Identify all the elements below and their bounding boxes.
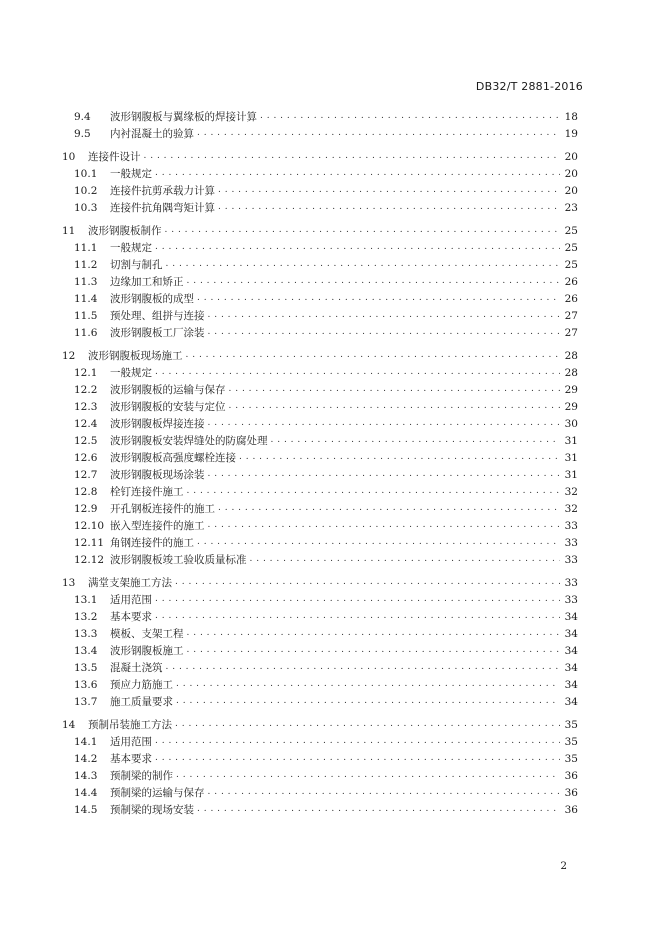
toc-entry-number: 13.5 [74, 662, 98, 674]
toc-entry-number: 11.1 [74, 242, 98, 254]
toc-section-entry[interactable] [62, 414, 578, 431]
toc-entry-page: 31 [564, 469, 578, 481]
toc-dot-leader [155, 753, 560, 764]
toc-entry-page: 33 [564, 537, 578, 549]
toc-dot-leader [175, 577, 560, 588]
toc-dot-leader [229, 401, 561, 412]
toc-entry-page: 35 [564, 719, 578, 731]
toc-section-entry[interactable] [62, 238, 578, 255]
toc-dot-leader [208, 469, 561, 480]
toc-dot-leader [175, 719, 560, 730]
toc-dot-leader [155, 611, 560, 622]
toc-section-entry[interactable] [62, 397, 578, 414]
toc-dot-leader [176, 770, 560, 781]
toc-entry-number: 10.1 [74, 168, 98, 180]
toc-section-entry[interactable] [62, 431, 578, 448]
toc-entry-title: 波形钢腹板工厂涂装 [110, 327, 205, 339]
toc-entry-number: 12.7 [74, 469, 98, 481]
toc-entry-title: 波形钢腹板与翼缘板的焊接计算 [110, 111, 257, 123]
toc-entry-number: 12.4 [74, 418, 98, 430]
toc-entry-number: 12.8 [74, 486, 98, 498]
toc-entry-number: 11.6 [74, 327, 98, 339]
toc-entry-number: 14.5 [74, 804, 98, 816]
standard-id: DB32/T 2881-2016 [475, 80, 583, 93]
toc-entry-title: 模板、支架工程 [110, 628, 184, 640]
toc-entry-title: 角钢连接件的施工 [110, 537, 194, 549]
toc-entry-page: 36 [564, 787, 578, 799]
toc-entry-title: 波形钢腹板高强度螺栓连接 [110, 452, 236, 464]
toc-entry-title: 满堂支架施工方法 [88, 577, 172, 589]
toc-entry-title: 边缘加工和矫正 [110, 276, 184, 288]
toc-entry-number: 12.2 [74, 384, 98, 396]
toc-entry-title: 波形钢腹板的成型 [110, 293, 194, 305]
toc-entry-page: 33 [564, 594, 578, 606]
toc-dot-leader [186, 350, 561, 361]
toc-entry-page: 20 [564, 185, 578, 197]
toc-section-entry[interactable] [62, 124, 578, 141]
toc-section-entry[interactable] [62, 550, 578, 567]
toc-section-entry[interactable] [62, 749, 578, 766]
toc-entry-title: 波形钢腹板施工 [110, 645, 184, 657]
toc-dot-leader [187, 276, 561, 287]
toc-section-entry[interactable] [62, 448, 578, 465]
toc-entry-page: 20 [564, 168, 578, 180]
toc-entry-title: 一般规定 [110, 242, 152, 254]
toc-entry-title: 基本要求 [110, 753, 152, 765]
toc-section-entry[interactable] [62, 289, 578, 306]
toc-dot-leader [176, 679, 560, 690]
toc-entry-number: 12.1 [74, 367, 98, 379]
toc-entry-title: 一般规定 [110, 168, 152, 180]
toc-dot-leader [271, 435, 561, 446]
toc-dot-leader [208, 787, 561, 798]
toc-dot-leader [144, 151, 561, 162]
toc-entry-title: 预制吊装施工方法 [88, 719, 172, 731]
toc-section-entry[interactable] [62, 533, 578, 550]
toc-section-entry[interactable] [62, 323, 578, 340]
toc-section-entry[interactable] [62, 198, 578, 215]
table-of-contents [62, 107, 578, 817]
toc-entry-page: 27 [564, 310, 578, 322]
toc-entry-title: 连接件抗剪承载力计算 [110, 185, 215, 197]
toc-dot-leader [208, 310, 561, 321]
toc-entry-number: 12.12 [74, 554, 105, 566]
toc-entry-number: 13.7 [74, 696, 98, 708]
toc-chapter-entry[interactable] [62, 221, 578, 238]
toc-entry-number: 11.5 [74, 310, 98, 322]
toc-entry-number: 11.4 [74, 293, 98, 305]
toc-dot-leader [187, 645, 561, 656]
toc-entry-page: 25 [564, 225, 578, 237]
toc-entry-number: 10.3 [74, 202, 98, 214]
toc-entry-title: 基本要求 [110, 611, 152, 623]
toc-entry-title: 连接件设计 [88, 151, 141, 163]
toc-entry-number: 13.4 [74, 645, 98, 657]
toc-section-entry[interactable] [62, 482, 578, 499]
toc-entry-number: 14.1 [74, 736, 98, 748]
toc-entry-page: 33 [564, 577, 578, 589]
toc-entry-number: 11.2 [74, 259, 98, 271]
toc-entry-page: 31 [564, 452, 578, 464]
toc-entry-page: 34 [564, 662, 578, 674]
toc-entry-title: 波形钢腹板现场涂装 [110, 469, 205, 481]
toc-entry-number: 13 [62, 577, 76, 589]
toc-dot-leader [187, 628, 561, 639]
toc-entry-number: 14.4 [74, 787, 98, 799]
toc-entry-number: 9.5 [74, 128, 91, 140]
toc-entry-page: 18 [564, 111, 578, 123]
toc-section-entry[interactable] [62, 363, 578, 380]
toc-section-entry[interactable] [62, 607, 578, 624]
toc-entry-number: 14 [62, 719, 76, 731]
toc-entry-page: 34 [564, 645, 578, 657]
toc-dot-leader [155, 242, 560, 253]
toc-section-entry[interactable] [62, 675, 578, 692]
toc-entry-title: 适用范围 [110, 594, 152, 606]
toc-entry-title: 混凝土浇筑 [110, 662, 163, 674]
toc-entry-title: 预制梁的制作 [110, 770, 173, 782]
toc-section-entry[interactable] [62, 465, 578, 482]
toc-section-entry[interactable] [62, 800, 578, 817]
toc-entry-page: 26 [564, 276, 578, 288]
toc-entry-number: 12 [62, 350, 76, 362]
toc-dot-leader [250, 554, 561, 565]
toc-dot-leader [229, 384, 561, 395]
toc-entry-number: 13.1 [74, 594, 98, 606]
toc-entry-page: 29 [564, 401, 578, 413]
toc-section-entry[interactable] [62, 658, 578, 675]
toc-dot-leader [187, 486, 561, 497]
toc-dot-leader [166, 259, 561, 270]
toc-entry-page: 31 [564, 435, 578, 447]
toc-entry-title: 波形钢腹板安装焊缝处的防腐处理 [110, 435, 268, 447]
toc-section-entry[interactable] [62, 272, 578, 289]
toc-section-entry[interactable] [62, 624, 578, 641]
toc-entry-title: 内衬混凝土的验算 [110, 128, 194, 140]
toc-entry-page: 33 [564, 554, 578, 566]
toc-entry-page: 26 [564, 293, 578, 305]
toc-section-entry[interactable] [62, 516, 578, 533]
toc-section-entry[interactable] [62, 499, 578, 516]
toc-entry-page: 35 [564, 753, 578, 765]
toc-entry-page: 28 [564, 350, 578, 362]
toc-entry-number: 12.10 [74, 520, 105, 532]
toc-dot-leader [208, 520, 561, 531]
toc-entry-number: 13.6 [74, 679, 98, 691]
toc-entry-title: 预制梁的现场安装 [110, 804, 194, 816]
toc-entry-number: 13.2 [74, 611, 98, 623]
toc-entry-title: 施工质量要求 [110, 696, 173, 708]
toc-section-entry[interactable] [62, 783, 578, 800]
toc-entry-page: 36 [564, 770, 578, 782]
toc-entry-number: 14.3 [74, 770, 98, 782]
toc-dot-leader [218, 185, 560, 196]
toc-entry-title: 适用范围 [110, 736, 152, 748]
toc-section-entry[interactable] [62, 590, 578, 607]
toc-entry-number: 10.2 [74, 185, 98, 197]
toc-entry-number: 12.3 [74, 401, 98, 413]
toc-dot-leader [208, 418, 561, 429]
toc-entry-title: 嵌入型连接件的施工 [110, 520, 205, 532]
toc-dot-leader [197, 804, 560, 815]
toc-entry-number: 13.3 [74, 628, 98, 640]
toc-section-entry[interactable] [62, 732, 578, 749]
toc-entry-title: 开孔钢板连接件的施工 [110, 503, 215, 515]
toc-entry-number: 11 [62, 225, 76, 237]
toc-dot-leader [260, 111, 560, 122]
toc-entry-title: 切割与制孔 [110, 259, 163, 271]
toc-section-entry[interactable] [62, 181, 578, 198]
toc-entry-page: 20 [564, 151, 578, 163]
toc-entry-title: 波形钢腹板的安装与定位 [110, 401, 226, 413]
toc-entry-page: 32 [564, 486, 578, 498]
toc-entry-page: 28 [564, 367, 578, 379]
toc-entry-title: 连接件抗角隅弯矩计算 [110, 202, 215, 214]
toc-dot-leader [208, 327, 561, 338]
toc-entry-page: 25 [564, 259, 578, 271]
toc-dot-leader [218, 503, 560, 514]
toc-entry-page: 34 [564, 628, 578, 640]
toc-section-entry[interactable] [62, 255, 578, 272]
toc-entry-title: 波形钢腹板竣工验收质量标准 [110, 554, 247, 566]
toc-entry-title: 预处理、组拼与连接 [110, 310, 205, 322]
toc-chapter-entry[interactable] [62, 573, 578, 590]
toc-section-entry[interactable] [62, 641, 578, 658]
toc-entry-page: 34 [564, 696, 578, 708]
toc-dot-leader [197, 537, 560, 548]
toc-entry-title: 波形钢腹板现场施工 [88, 350, 183, 362]
toc-entry-page: 25 [564, 242, 578, 254]
toc-chapter-entry[interactable] [62, 715, 578, 732]
toc-entry-page: 34 [564, 611, 578, 623]
toc-entry-number: 12.6 [74, 452, 98, 464]
toc-entry-title: 预应力筋施工 [110, 679, 173, 691]
toc-dot-leader [218, 202, 560, 213]
toc-entry-number: 14.2 [74, 753, 98, 765]
toc-chapter-entry[interactable] [62, 147, 578, 164]
toc-entry-title: 波形钢腹板焊接连接 [110, 418, 205, 430]
toc-entry-page: 33 [564, 520, 578, 532]
toc-dot-leader [197, 293, 560, 304]
toc-entry-title: 波形钢腹板的运输与保存 [110, 384, 226, 396]
toc-entry-number: 11.3 [74, 276, 98, 288]
toc-dot-leader [166, 662, 561, 673]
toc-entry-page: 35 [564, 736, 578, 748]
toc-section-entry[interactable] [62, 306, 578, 323]
toc-dot-leader [197, 128, 560, 139]
toc-entry-number: 9.4 [74, 111, 91, 123]
toc-dot-leader [155, 168, 560, 179]
toc-entry-number: 12.11 [74, 537, 105, 549]
toc-dot-leader [176, 696, 560, 707]
toc-entry-number: 10 [62, 151, 76, 163]
toc-dot-leader [155, 594, 560, 605]
toc-entry-number: 12.5 [74, 435, 98, 447]
toc-dot-leader [155, 367, 560, 378]
toc-entry-title: 波形钢腹板制作 [88, 225, 162, 237]
toc-entry-page: 30 [564, 418, 578, 430]
toc-dot-leader [165, 225, 561, 236]
toc-dot-leader [155, 736, 560, 747]
toc-entry-number: 12.9 [74, 503, 98, 515]
toc-section-entry[interactable] [62, 380, 578, 397]
toc-dot-leader [239, 452, 560, 463]
toc-entry-page: 27 [564, 327, 578, 339]
toc-entry-page: 23 [564, 202, 578, 214]
toc-entry-page: 19 [564, 128, 578, 140]
toc-section-entry[interactable] [62, 692, 578, 709]
toc-entry-title: 预制梁的运输与保存 [110, 787, 205, 799]
toc-chapter-entry[interactable] [62, 346, 578, 363]
page-number: 2 [560, 860, 567, 872]
toc-section-entry[interactable] [62, 107, 578, 124]
toc-entry-page: 36 [564, 804, 578, 816]
toc-entry-title: 栓钉连接件施工 [110, 486, 184, 498]
toc-section-entry[interactable] [62, 164, 578, 181]
toc-entry-page: 32 [564, 503, 578, 515]
toc-entry-page: 29 [564, 384, 578, 396]
toc-entry-title: 一般规定 [110, 367, 152, 379]
toc-entry-page: 34 [564, 679, 578, 691]
toc-section-entry[interactable] [62, 766, 578, 783]
